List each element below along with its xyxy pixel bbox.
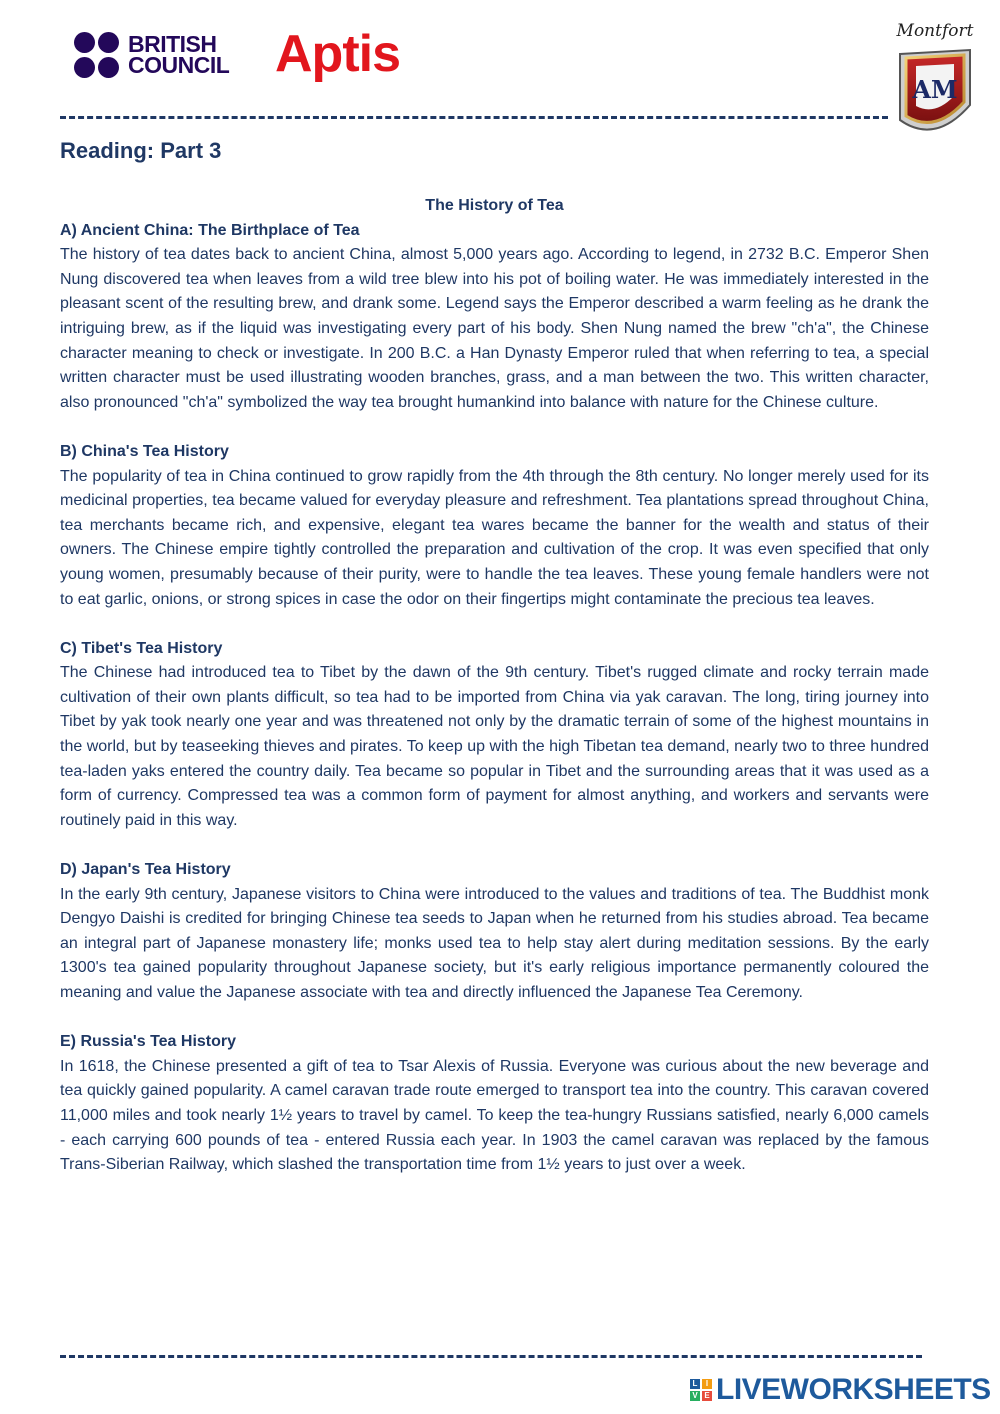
section-text-a: The history of tea dates back to ancient China, almost 5,000 years ago. According to legend, in 2732 B.C. Emperor Shen Nung discovered tea when leaves from a wild tree blew into his pot of boiling water. He was immediately interested in the pleasant scent of the resulting brew, and drank some. Legend says the Emperor described a warm feeling as he drank the intriguing brew, as if the liquid was investigating every part of his body. Shen Nung named the brew "ch'a", the Chinese character meaning to check or investigate. In 200 B.C. a Han Dynasty Emperor ruled that when referring to tea, a special written character must be used illustrating wooden branches, grass, and a man between the two. This written character, also pronounced "ch'a" symbolized the way tea brought humankind into balance with nature for the Chinese culture. bbox=[60, 246, 929, 411]
section-text-b: The popularity of tea in China continued to grow rapidly from the 4th through the 8th century. No longer merely used for its medicinal properties, tea became valued for everyday pleasure and refreshment. Tea plantations spread throughout China, tea merchants became rich, and expensive, elegant tea wares became the banner for the wealth and status of their owners. The Chinese empire tightly controlled the preparation and cultivation of the crop. It was even specified that only young women, presumably because of their purity, were to handle the tea leaves. These young female handlers were not to eat garlic, onions, or strong spices in case the odor on their fingertips might contaminate the precious tea leaves. bbox=[60, 467, 929, 608]
section-text-d: In the early 9th century, Japanese visitors to China were introduced to the values and traditions of tea. The Buddhist monk Dengyo Daishi is credited for bringing Chinese tea seeds to Japan when he returned from his studies abroad. Tea became an integral part of Japanese monastery life; monks used tea to help stay alert during meditation sessions. By the early 1300's tea gained popularity throughout Japanese society, but it's early religious importance permanently coloured the meaning and value the Japanese associate with tea and directly influenced the Japanese Tea Ceremony. bbox=[60, 885, 929, 1001]
section-text-e: In 1618, the Chinese presented a gift of tea to Tsar Alexis of Russia. Everyone was curious about the new beverage and tea quickly gained popularity. A camel caravan trade route emerged to transport tea into the country. This caravan covered 11,000 miles and took nearly 1½ years to travel by camel. To keep the tea-hungry Russians satisfied, nearly 6,000 camels - each carrying 600 pounds of tea - entered Russia each year. In 1903 the camel caravan was replaced by the famous Trans-Siberian Railway, which slashed the transportation time from 1½ years to just over a week. bbox=[60, 1057, 929, 1174]
liveworksheets-wordmark: LIVEWORKSHEETS bbox=[716, 1373, 991, 1406]
svg-text:AM: AM bbox=[912, 75, 958, 104]
british-council-dots-icon bbox=[74, 32, 120, 78]
section-text-c: The Chinese had introduced tea to Tibet by the dawn of the 9th century. Tibet's rugged climate and rocky terrain made cultivation of their own plants difficult, so tea had to be imported from China via yak caravan. The long, tiring journey into Tibet by yak took nearly one year and was threatened not only by the dramatic terrain of some of the highest mountains in the world, but by teaseeking thieves and pirates. To keep up with the high Tibetan tea demand, nearly two to three hundred tea-laden yaks entered the country daily. Tea became so popular in Tibet and the surrounding areas that it was used as a form of currency. Compressed tea was a common form of payment for almost anything, and workers and servants were routinely paid in this way. bbox=[60, 664, 929, 829]
reading-passage bbox=[60, 194, 929, 1178]
liveworksheets-logo[interactable] bbox=[690, 1373, 991, 1407]
british-council-wordmark: BRITISH COUNCIL bbox=[128, 31, 230, 78]
top-dashed-divider bbox=[60, 116, 888, 119]
section-heading-b: B) China's Tea History bbox=[60, 442, 229, 460]
section-heading-c: C) Tibet's Tea History bbox=[60, 639, 223, 657]
aptis-logo: Aptis bbox=[275, 25, 400, 83]
passage-title: The History of Tea bbox=[425, 197, 564, 214]
british-council-logo bbox=[74, 32, 229, 78]
page-header bbox=[0, 0, 1000, 163]
section-heading-a: A) Ancient China: The Birthplace of Tea bbox=[60, 221, 360, 239]
montfort-crest-icon bbox=[890, 10, 980, 145]
page-title: Reading: Part 3 bbox=[60, 138, 222, 163]
section-heading-d: D) Japan's Tea History bbox=[60, 861, 231, 879]
svg-text:Montfort: Montfort bbox=[896, 21, 974, 41]
section-heading-e: E) Russia's Tea History bbox=[60, 1033, 237, 1051]
liveworksheets-icon: L I V E bbox=[690, 1379, 712, 1401]
bottom-dashed-divider bbox=[60, 1355, 922, 1358]
